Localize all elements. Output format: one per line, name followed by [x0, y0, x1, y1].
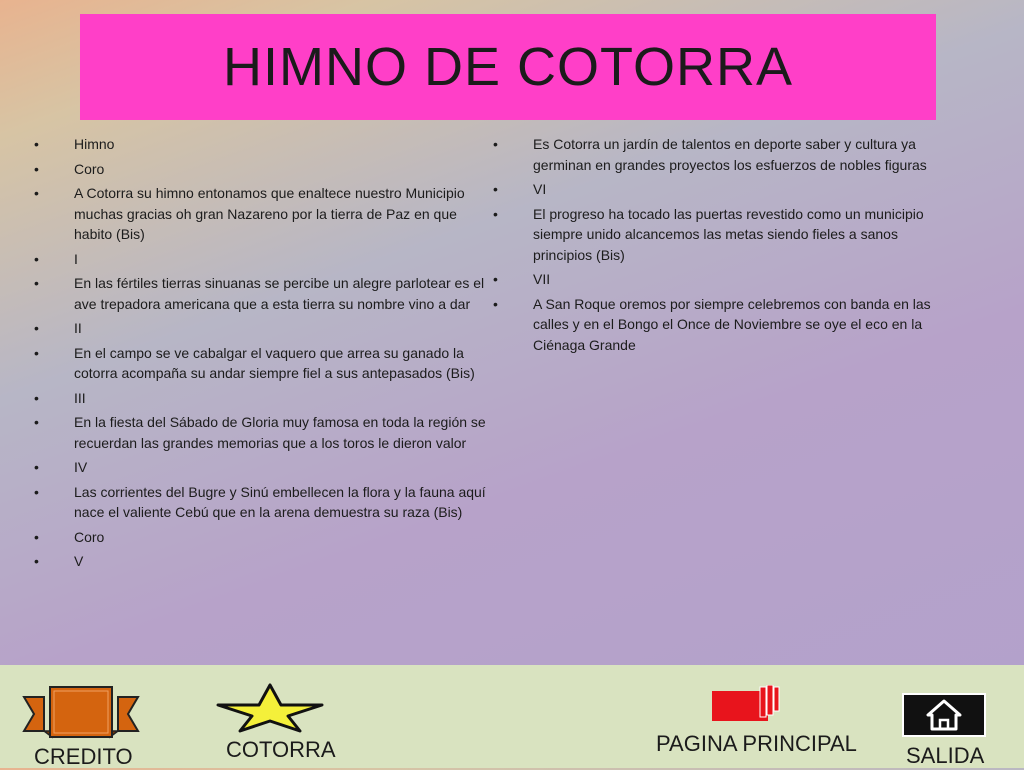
- lyrics-list-left: [34, 134, 492, 576]
- salida-label: SALIDA: [906, 743, 985, 768]
- credito-button[interactable]: [22, 683, 140, 768]
- navigation-bar: [0, 665, 1024, 768]
- lyrics-item: • En las fértiles tierras sinuanas se percibe un alegre parlotear es el ave trepadora americana que a esta tierra su nombre vino a dar: [34, 273, 492, 314]
- red-flag-icon: [710, 685, 780, 725]
- lyrics-item: • Coro: [34, 159, 492, 180]
- banner-icon: [22, 683, 140, 743]
- cotorra-label: COTORRA: [226, 737, 336, 762]
- lyrics-item: • I: [34, 249, 492, 270]
- lyrics-item: • En el campo se ve cabalgar el vaquero que arrea su ganado la cotorra acompaña su andar siempre fiel a sus antepasados (Bis): [34, 343, 492, 384]
- lyrics-item: • V: [34, 551, 492, 572]
- lyrics-item: • II: [34, 318, 492, 339]
- credito-label: CREDITO: [34, 744, 133, 769]
- lyrics-item: • VII: [493, 269, 949, 290]
- star-icon: [216, 683, 324, 733]
- lyrics-item: • III: [34, 388, 492, 409]
- cotorra-button[interactable]: [212, 683, 336, 763]
- home-icon: [902, 693, 986, 739]
- title-banner: [80, 14, 936, 120]
- lyrics-item: • Coro: [34, 527, 492, 548]
- lyrics-item: • El progreso ha tocado las puertas revestido como un municipio siempre unido alcancemos las metas siendo fieles a sanos principios (Bis): [493, 204, 949, 266]
- lyrics-item: • Es Cotorra un jardín de talentos en deporte saber y cultura ya germinan en grandes proyectos los esfuerzos de nobles figuras: [493, 134, 949, 175]
- pagina-principal-label: PAGINA PRINCIPAL: [656, 731, 857, 756]
- pagina-principal-button[interactable]: [652, 685, 857, 760]
- lyrics-list-right: [493, 134, 949, 359]
- lyrics-item: • VI: [493, 179, 949, 200]
- lyrics-item: • A San Roque oremos por siempre celebremos con banda en las calles y en el Bongo el Once de Noviembre se oye el eco en la Ciénaga Grande: [493, 294, 949, 356]
- slide-title: HIMNO DE COTORRA: [222, 37, 794, 97]
- lyrics-item: • Himno: [34, 134, 492, 155]
- lyrics-item: • Las corrientes del Bugre y Sinú embellecen la flora y la fauna aquí nace el valiente Cebú que en la arena demuestra su raza (Bis): [34, 482, 492, 523]
- lyrics-item: • A Cotorra su himno entonamos que enaltece nuestro Municipio muchas gracias oh gran Nazareno por la tierra de Paz en que habito (Bis): [34, 183, 492, 245]
- lyrics-item: • IV: [34, 457, 492, 478]
- lyrics-item: • En la fiesta del Sábado de Gloria muy famosa en toda la región se recuerdan las grandes memorias que a los toros le dieron valor: [34, 412, 492, 453]
- salida-button[interactable]: [900, 693, 990, 768]
